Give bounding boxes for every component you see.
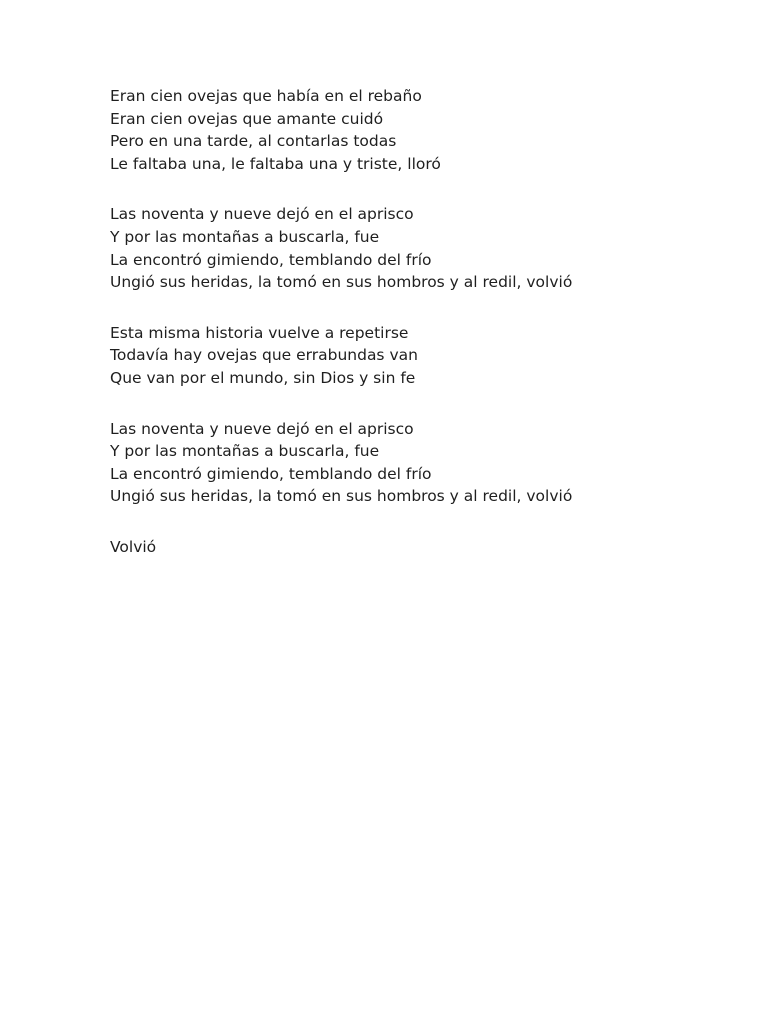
lyric-line: Ungió sus heridas, la tomó en sus hombros y al redil, volvió [110,487,573,506]
lyric-line: Las noventa y nueve dejó en el aprisco [110,419,414,438]
lyric-line: La encontró gimiendo, temblando del frío [110,464,432,483]
stanza-2 [110,203,710,293]
lyric-line: Ungió sus heridas, la tomó en sus hombros y al redil, volvió [110,273,573,292]
stanza-1 [110,85,710,175]
stanza-3 [110,322,710,390]
lyric-line: Esta misma historia vuelve a repetirse [110,323,409,342]
lyric-line: Eran cien ovejas que había en el rebaño [110,87,422,105]
lyric-line: Eran cien ovejas que amante cuidó [110,109,384,128]
lyric-line: Pero en una tarde, al contarlas todas [110,132,397,151]
lyric-line: Y por las montañas a buscarla, fue [110,227,380,246]
lyric-line: Y por las montañas a buscarla, fue [110,442,380,461]
lyric-line: Que van por el mundo, sin Dios y sin fe [110,368,416,387]
stanza-4 [110,418,710,508]
lyric-line: Las noventa y nueve dejó en el aprisco [110,205,414,224]
lyric-line: Todavía hay ovejas que errabundas van [110,346,418,365]
lyrics-document [110,85,710,587]
stanza-5 [110,536,710,559]
lyric-line: Volvió [110,537,157,556]
lyric-line: Le faltaba una, le faltaba una y triste, lloró [110,154,441,173]
lyric-line: La encontró gimiendo, temblando del frío [110,250,432,269]
